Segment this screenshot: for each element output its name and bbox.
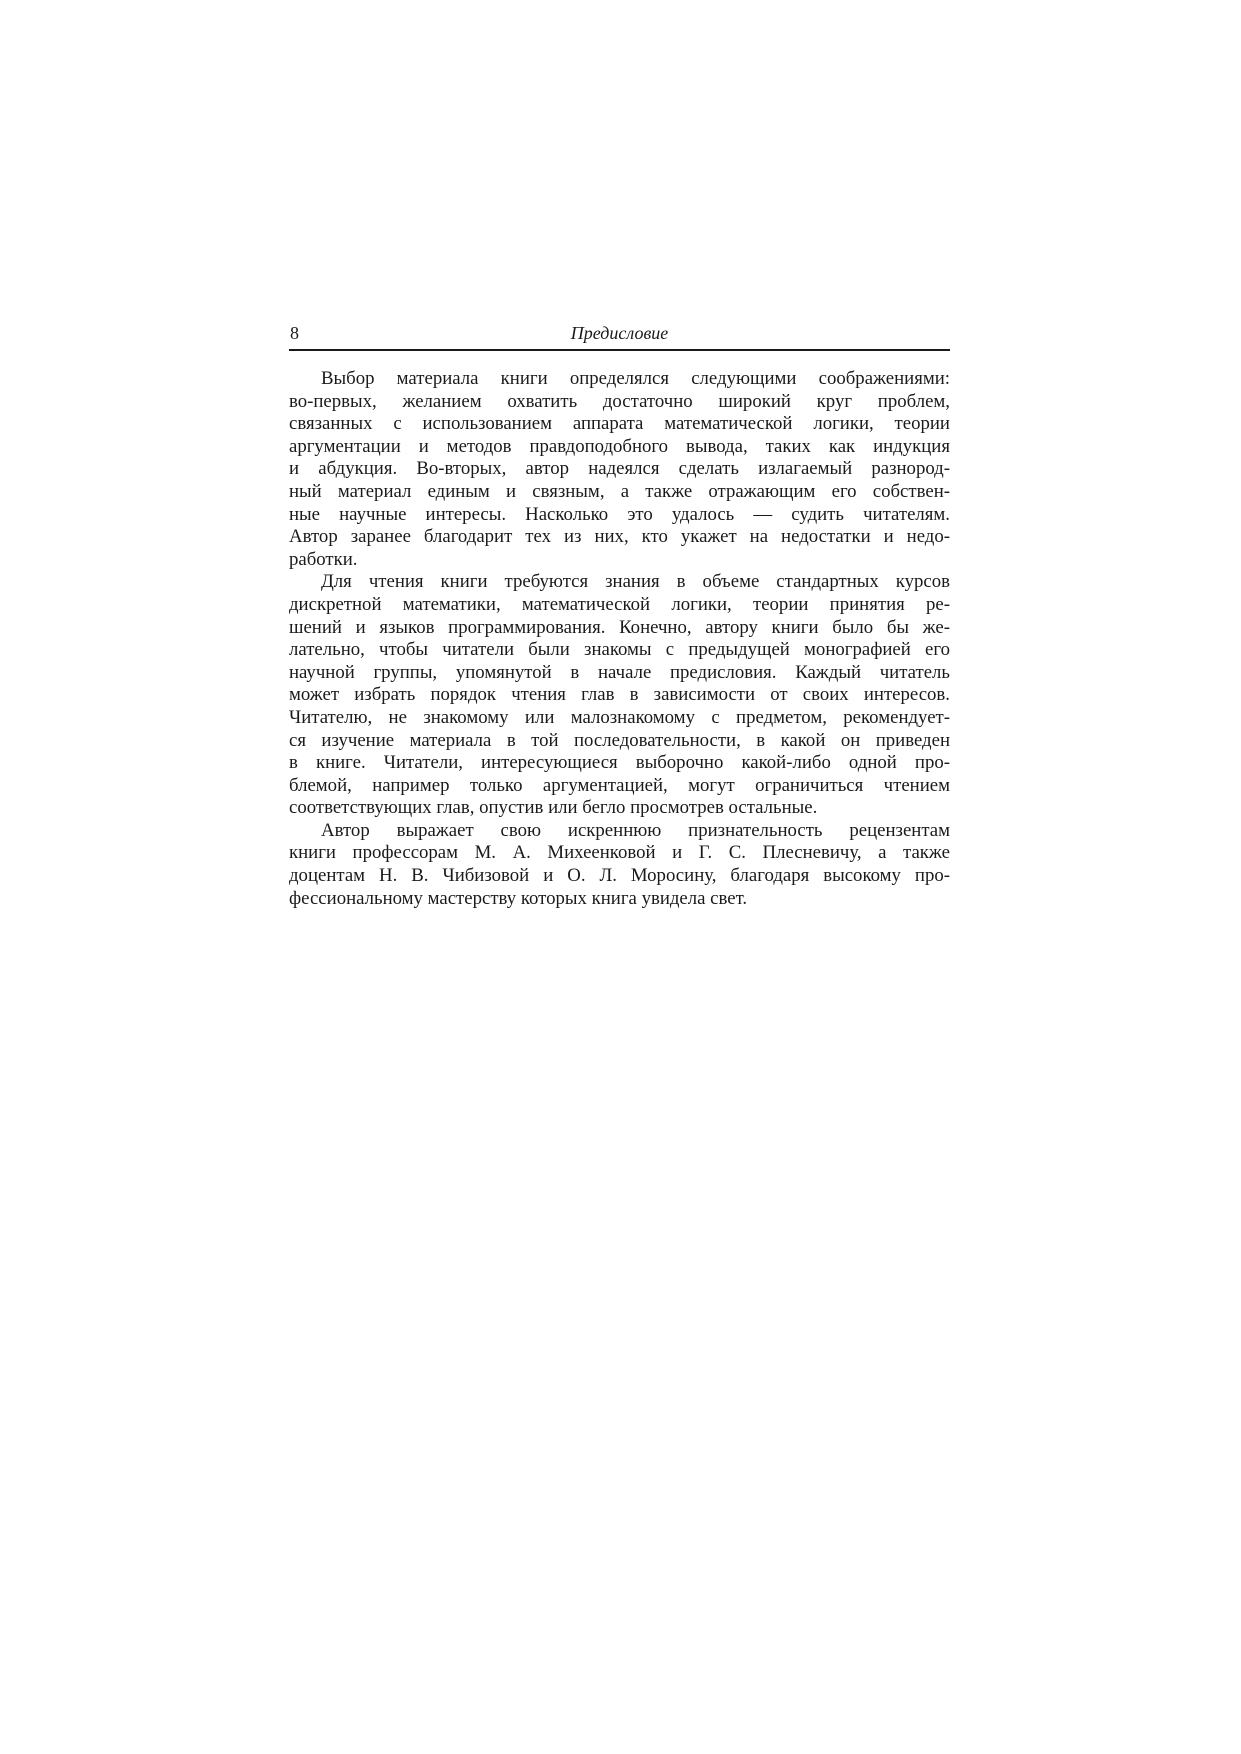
text-line: в книге. Читатели, интересующиеся выборочно какой-либо одной про- (289, 752, 950, 774)
text-line: книги профессорам М. А. Михеенковой и Г. С. Плесневичу, а также (289, 842, 950, 864)
text-line: доцентам Н. В. Чибизовой и О. Л. Моросину, благодаря высокому про- (289, 865, 950, 887)
text-line: аргументации и методов правдоподобного вывода, таких как индукция (289, 435, 950, 457)
text-line: Для чтения книги требуются знания в объеме стандартных курсов (321, 571, 950, 593)
text-line: Автор заранее благодарит тех из них, кто укажет на недостатки и недо- (289, 526, 950, 548)
paragraph-3 (289, 820, 950, 910)
text-line: дискретной математики, математической логики, теории принятия ре- (289, 593, 950, 615)
text-line: и абдукция. Во-вторых, автор надеялся сделать излагаемый разнород- (289, 458, 950, 480)
text-line: научной группы, упомянутой в начале предисловия. Каждый читатель (289, 661, 950, 683)
text-line: Читателю, не знакомому или малознакомому с предметом, рекомендует- (289, 706, 950, 728)
text-line: Автор выражает свою искреннюю признательность рецензентам (321, 819, 950, 841)
text-line: блемой, например только аргументацией, могут ограничиться чтением (289, 774, 950, 796)
text-line: может избрать порядок чтения глав в зависимости от своих интересов. (289, 684, 950, 706)
running-head-title: Предисловие (570, 323, 669, 343)
text-line: работки. (289, 548, 358, 570)
text-line: лательно, чтобы читатели были знакомы с предыдущей монографией его (289, 639, 950, 661)
text-line: ный материал единым и связным, а также отражающим его собствен- (289, 480, 950, 502)
text-line: фессиональному мастерству которых книга увидела свет. (289, 887, 748, 909)
text-line: ные научные интересы. Насколько это удалось — судить читателям. (289, 503, 950, 525)
book-page (289, 323, 950, 910)
page-number: 8 (290, 323, 299, 343)
text-line: шений и языков программирования. Конечно, автору книги было бы же- (289, 616, 950, 638)
text-line: соответствующих глав, опустив или бегло просмотрев остальные. (289, 797, 818, 819)
text-line: Выбор материала книги определялся следующими соображениями: (321, 368, 950, 389)
text-line: ся изучение материала в той последовательности, в какой он приведен (289, 729, 950, 751)
body-text (289, 368, 950, 910)
paragraph-1 (289, 368, 950, 571)
paragraph-2 (289, 571, 950, 820)
running-head (289, 323, 950, 351)
text-line: связанных с использованием аппарата математической логики, теории (289, 413, 950, 435)
text-line: во-первых, желанием охватить достаточно широкий круг проблем, (289, 390, 950, 412)
